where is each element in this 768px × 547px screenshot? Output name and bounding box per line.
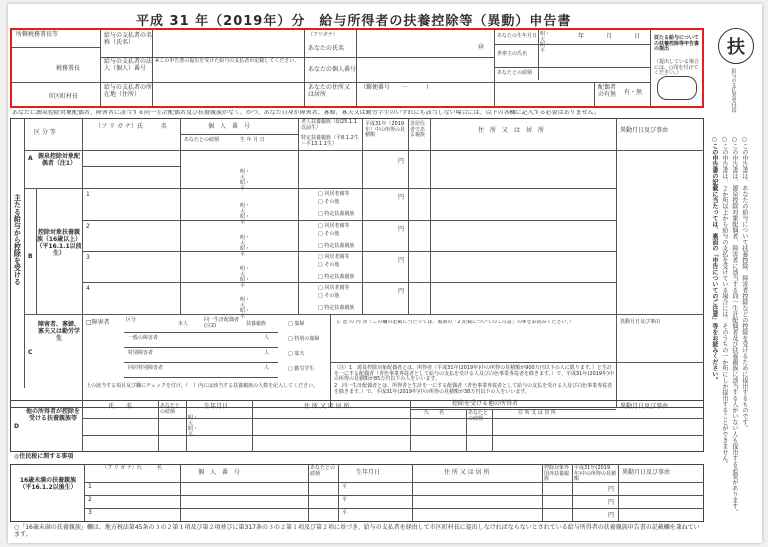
e-yen-3: 円 (608, 512, 615, 519)
row1-opt1[interactable]: □ 同居老親等 (318, 191, 350, 197)
c-row-cohabit: 同居特別障害者 (128, 365, 164, 371)
row1-yen: 円 (398, 194, 405, 201)
c-note: 上の該当する項目及び欄にチェックを付け、（ ）内には該当する扶養親族の人数を記入してください。 (86, 383, 319, 389)
my-number-label: あなたの個人番号 (308, 66, 357, 73)
col-name: （フ リ ガ ナ）氏 名 (95, 123, 167, 130)
col-relation: あなたとの続柄 (184, 137, 220, 143)
c-kubun: 区分 (126, 317, 137, 323)
section-a-era[interactable]: 明・大昭・平 (240, 169, 251, 192)
birth-day-unit: 日 (634, 33, 641, 40)
c-doitsu: 同一生計配偶者(注2) (204, 317, 240, 329)
row4-opt1[interactable]: □ 同居老親等 (318, 285, 350, 291)
col-hikyoju: 非居住者である親族 (410, 121, 426, 138)
student-checkbox[interactable]: □ 勤労学生 (288, 366, 315, 372)
section-b-mark: B (28, 253, 33, 260)
row1-era[interactable]: 明・大昭・平 (240, 203, 251, 226)
secondary-pay-circle[interactable] (657, 76, 697, 100)
e-era-3[interactable]: 平 (342, 510, 348, 516)
city-mayor-label: 市区町村長 (48, 93, 79, 100)
spouse-option[interactable]: 有・無 (624, 89, 643, 96)
d-birth: 生年月日 (204, 403, 229, 410)
d-name: 氏 名 (108, 403, 133, 410)
section-c-label: 障害者、寡婦、寡夫又は勤労学生 (37, 321, 80, 342)
c-row-general: 一般の障害者 (128, 335, 159, 341)
c-fuyo: 扶養親族 (246, 321, 267, 327)
row3-yen: 円 (398, 257, 405, 264)
note-2: 2 同一生計配偶者とは、所得者と生計を一にする配偶者（青色事業専従者として給与の支払を受ける人及び白色事業専従者を除きます。）で、平成31年(2019年)中の所得の見積額が38万円以下の人をいいます。 (334, 383, 613, 395)
e-era-2[interactable]: 平 (342, 497, 348, 503)
row2-yen: 円 (398, 226, 405, 233)
col-kubun: 区 分 等 (34, 129, 56, 136)
head-of-household-field[interactable] (540, 46, 648, 66)
c-count-2: 人 (264, 350, 270, 356)
col-income: 平成31年（2019年）中の所得の見積額 (365, 121, 406, 138)
d-other: 控除を受ける他の所得者 (452, 400, 519, 407)
row1-opt2[interactable]: □ その他 (318, 199, 340, 205)
row2-era[interactable]: 明・大昭・平 (240, 235, 251, 258)
row2-opt1[interactable]: □ 同居老親等 (318, 223, 350, 229)
row4-opt3[interactable]: □ 特定扶養親族 (318, 305, 355, 311)
e-kokugai: 控除対象外国外扶養親族 (544, 465, 570, 482)
section-d-label: 他の所得者が控除を受ける扶養親族等 (25, 408, 80, 422)
my-name-field[interactable] (358, 32, 488, 56)
d-address: 住 所 又 は 居 所 (304, 403, 350, 410)
c-row-special: 特別障害者 (128, 350, 154, 356)
e-yen-2: 円 (608, 499, 615, 506)
d-other-address: 住 所 又 は 居 所 (518, 410, 556, 416)
d-relation: あなたとの続柄 (160, 403, 181, 415)
d-era-1[interactable]: 明・大昭・平 (188, 415, 199, 438)
resident-tax-label: ◎住民税に関する事項 (14, 453, 74, 460)
row-number-3: 3 (86, 254, 90, 261)
payer-address-field[interactable] (154, 84, 302, 104)
section-d-mark: D (14, 423, 19, 430)
d-other-name: 氏 名 (424, 410, 445, 416)
d-other-relation: あなたとの続柄 (468, 410, 489, 422)
side-label: 主たる給与から控除を受ける (13, 194, 22, 285)
section-e-label: 16歳未満の扶養親族（平16.1.2以後生） (19, 477, 77, 491)
spouse-label: 配偶者の有無 (598, 84, 617, 98)
col-address: 住 所 又 は 居 所 (478, 127, 545, 134)
my-number-field[interactable] (358, 59, 492, 81)
row4-era[interactable]: 明・大昭・平 (240, 297, 251, 320)
row3-opt1[interactable]: □ 同居老親等 (318, 254, 350, 260)
payer-corp-number-label: 給与の支払者の法人（個人）番号 (104, 58, 153, 72)
my-address-label: あなたの住所又は居所 (308, 84, 351, 98)
widow-checkbox[interactable]: □ 寡婦 (288, 321, 305, 327)
e-row-3: 3 (88, 509, 92, 516)
col-birth: 生 年 月 日 (240, 137, 265, 143)
col-kojin: 個 人 番 号 (208, 123, 251, 130)
e-birth: 生年月日 (356, 469, 381, 476)
side-note-1: ○この申告書は、あなたの給与について扶養控除、障害者控除などの控除を受けるために提出するものです。 (740, 136, 748, 431)
my-name-label: あなたの氏名 (308, 45, 345, 52)
secondary-pay-note-sub: （提出している場合には、○印を付けてください。） (654, 59, 700, 76)
birth-month-unit: 月 (606, 33, 613, 40)
furigana-label: （フリガナ） (308, 32, 338, 38)
payer-corp-number-field[interactable] (154, 66, 302, 80)
birth-date-label: あなたの生年月日 (497, 33, 538, 39)
page-title: 平成 31 年（2019年）分 給与所得者の扶養控除等（異動）申告書 (136, 14, 572, 29)
birth-era-options[interactable]: 明・大昭・平 (540, 31, 551, 54)
e-relation: あなたとの続柄 (310, 465, 336, 477)
instruction-banner: あなたに源泉控除対象配偶者、障害者に該当する同一生計配偶者及び扶養親族がなく、かつ、あなた自身が障害者、寡婦、寡夫又は勤労学生のいずれにも該当しない場合には、以下の各欄に記入する必要はありません。 (12, 110, 601, 116)
c-honnin: 本人 (178, 321, 189, 327)
row-number-1: 1 (86, 191, 90, 198)
section-a-mark: A (28, 155, 33, 162)
e-name: （フ リ ガ ナ）氏 名 (102, 465, 162, 471)
side-note-4: ○この申告書の記載に当たっては、裏面の「申告についてのご注意」等をお読みください。 (710, 136, 718, 383)
row3-era[interactable]: 明・大昭・平 (240, 266, 251, 289)
row4-yen: 円 (398, 288, 405, 295)
c-count-1: 人 (264, 335, 270, 341)
col-change: 異動月日及び事由 (620, 127, 669, 134)
col-oldage: 老人扶養親族（昭25.1.1以前生） (301, 119, 357, 131)
d-change: 異動月日及び事由 (620, 403, 669, 410)
e-kojin: 個 人 番 号 (198, 469, 241, 476)
birth-year-unit: 年 (578, 33, 585, 40)
widower-checkbox[interactable]: □ 寡夫 (288, 351, 305, 357)
seal-mark: ㊞ (478, 44, 485, 51)
payer-corp-note: ※この申告書の提出を受けた給与の支払者が記載してください。 (155, 58, 300, 64)
row3-opt3[interactable]: □ 特定扶養親族 (318, 274, 355, 280)
tax-form-sheet (8, 4, 762, 543)
section-a-label: 源泉控除対象配偶者（注1） (37, 153, 80, 167)
footer-note: ○「16歳未満の扶養親族」欄は、地方税法第45条の３の２第１項及び第２項並びに第317条の３の２第１項及び第２項に基づき、給与の支払者を経由して市区町村長に提出しなければならないとされている給与所得者の扶養親族申告書の記載欄を兼ねています。 (14, 524, 700, 538)
tax-office-label: 所轄税務署長等 (16, 31, 59, 38)
col-tokutei: 特定扶養親族（平8.1.2生～平13.1.1生） (301, 135, 359, 147)
row-number-4: 4 (86, 285, 90, 292)
e-change: 異動月日及び事由 (622, 469, 671, 476)
side-note-2: ○この申告書は、源泉控除対象配偶者、障害者に該当する同一生計配偶者及び扶養親族に該当する人がいない人も提出する必要があります。 (730, 136, 738, 515)
head-of-household-label: 世帯主の氏名 (497, 51, 528, 57)
payer-name-field[interactable] (154, 32, 302, 56)
c-content-label: 左 記 の 内 容（この欄の記載に当たっては、裏面の「2 記載についてのご注意」の⑧をお読みください。） (336, 320, 575, 325)
e-era-1[interactable]: 平 (342, 484, 348, 490)
header-section (10, 28, 704, 108)
e-yen-1: 円 (608, 486, 615, 493)
side-note-3: ○この申告書は、２か所以上から給与の支払を受けている場合には、そのうちの一か所にしか提出することができません。 (720, 136, 728, 467)
c-change: 異動月日及び事由 (620, 319, 661, 325)
c-count-3: 人 (264, 365, 270, 371)
section-c-mark: C (28, 349, 33, 356)
stamp-mark: 扶 (718, 28, 754, 64)
row2-opt2[interactable]: □ その他 (318, 231, 340, 237)
e-row-2: 2 (88, 496, 92, 503)
stamp-caption: 給与の支払者受付印 (730, 68, 737, 113)
special-widow-checkbox[interactable]: □ 特別の寡婦 (288, 336, 320, 342)
note-1: （注）1 源泉控除対象配偶者とは、所得者（平成31年(2019年)中の所得の見積額が900万円以下の人に限ります。）と生計を一にする配偶者（青色事業専従者として給与の支払を受ける人及び白色事業専従者を除きます。）で、平成31年(2019年)中の所得の見積額が85万円以下の人をいいます。 (334, 365, 614, 382)
row1-opt3[interactable]: □ 特定扶養親族 (318, 211, 355, 217)
row2-opt3[interactable]: □ 特定扶養親族 (318, 243, 355, 249)
secondary-pay-note: 従たる給与についての扶養控除等申告書の提出 (654, 35, 700, 52)
section-b-label: 控除対象扶養親族（16歳以上）（平16.1.1以前生） (36, 229, 82, 257)
e-address: 住 所 又 は 居 所 (444, 469, 490, 476)
payer-address-label: 給与の支払者の所在地（住所） (104, 84, 153, 98)
payer-name-label: 給与の支払者の名称（氏名） (104, 32, 153, 46)
postal-code-field[interactable]: （郵便番号 － ） (360, 84, 433, 91)
relation-label: あなたとの続柄 (497, 70, 533, 76)
row3-opt2[interactable]: □ その他 (318, 262, 340, 268)
row4-opt2[interactable]: □ その他 (318, 293, 340, 299)
tax-office-chief-label: 税務署長 (56, 65, 81, 72)
section-a-yen: 円 (398, 158, 405, 165)
handicap-checkbox[interactable]: □障害者 (86, 319, 110, 326)
e-row-1: 1 (88, 483, 92, 490)
row-number-2: 2 (86, 223, 90, 230)
e-income: 平成31年(2019年)中の所得の見積額 (574, 465, 616, 482)
